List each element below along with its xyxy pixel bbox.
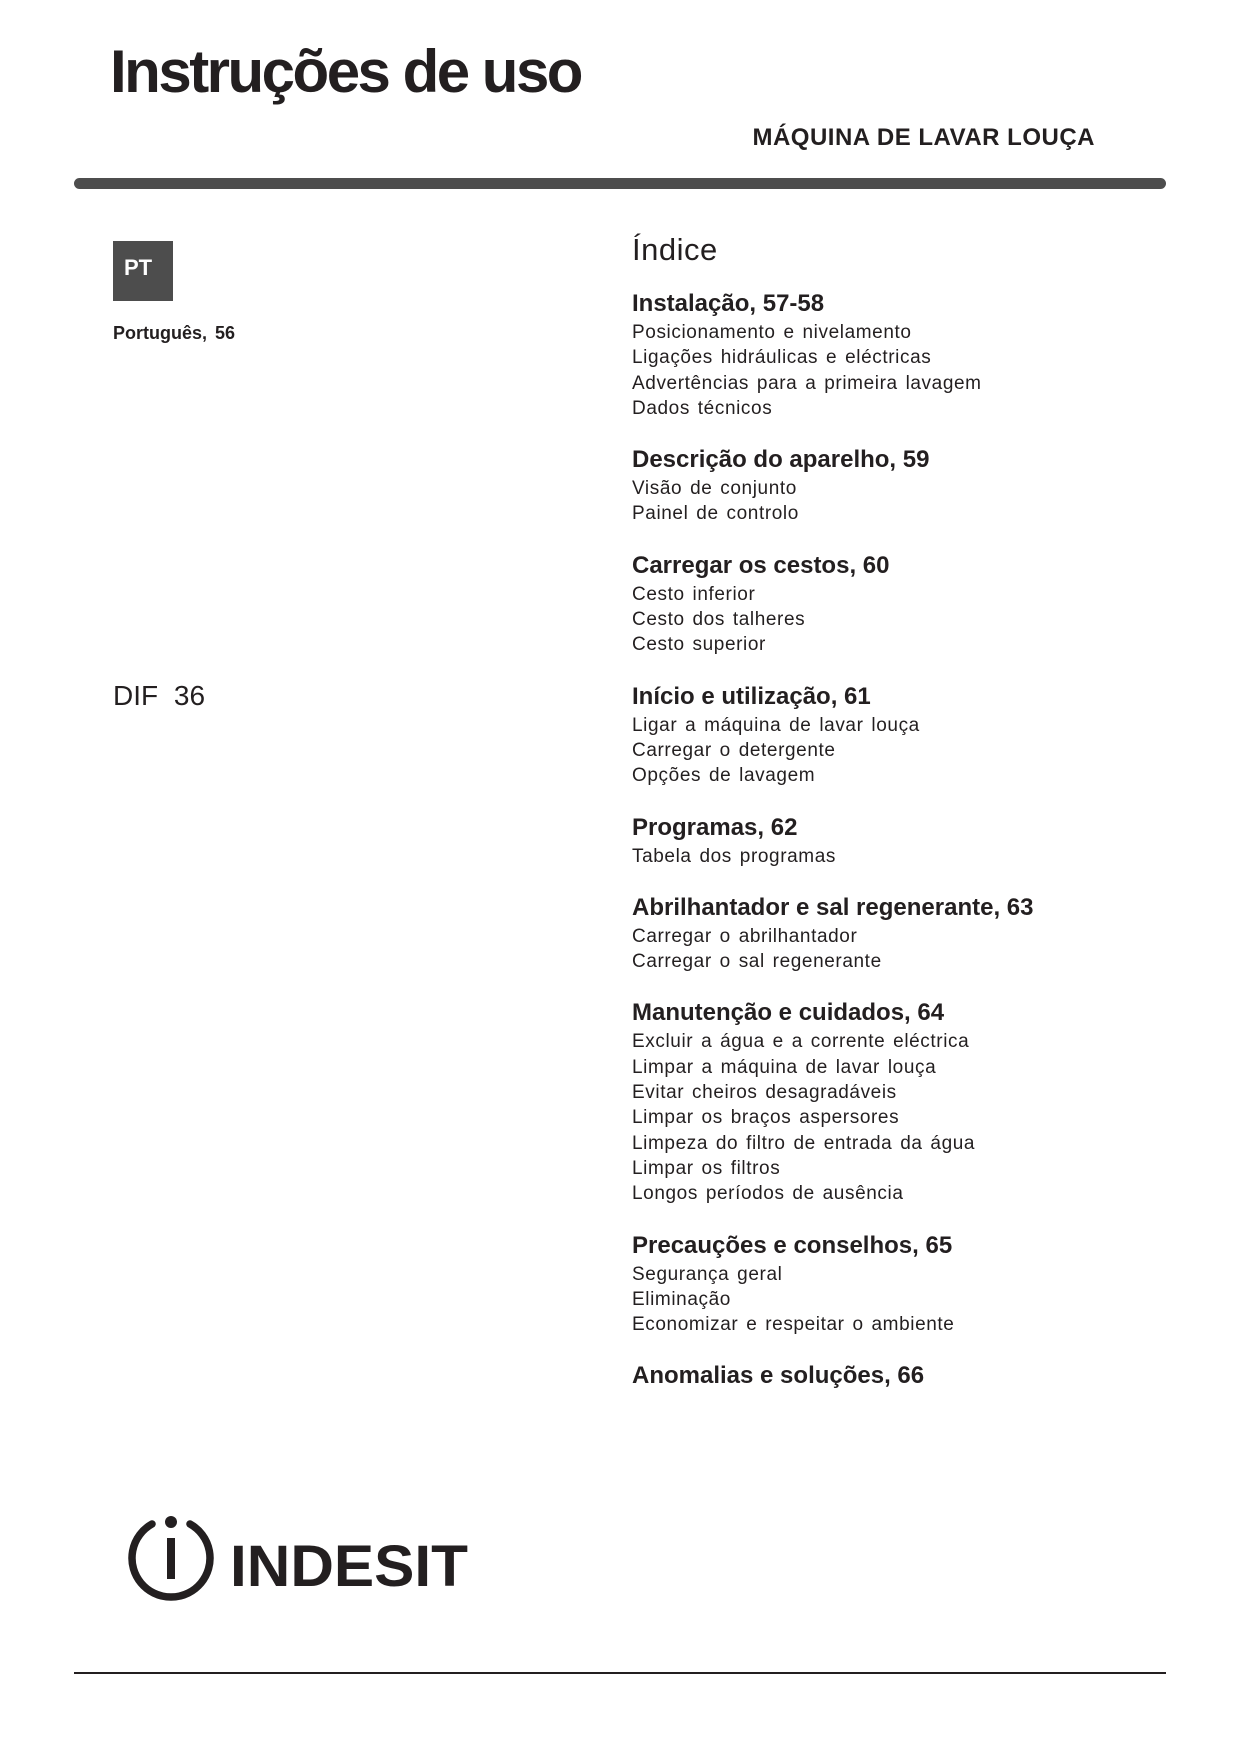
toc-section-title: Descrição do aparelho, 59 [632,446,930,474]
toc-item-list [632,320,1192,421]
toc-item: Cesto dos talheres [632,609,806,631]
toc-item: Dados técnicos [632,397,773,419]
product-type: MÁQUINA DE LAVAR LOUÇA [752,124,1095,151]
toc-item: Carregar o abrilhantador [632,925,858,947]
toc-item: Segurança geral [632,1263,783,1285]
toc-item: Advertências para a primeira lavagem [632,372,982,394]
toc-section [632,1360,1192,1392]
logo-wordmark: INDESIT [230,1534,468,1599]
toc-section-title: Anomalias e soluções, 66 [632,1362,925,1390]
toc-item: Ligar a máquina de lavar louça [632,714,920,736]
toc-item: Posicionamento e nivelamento [632,322,912,343]
toc-section-title: Instalação, 57-58 [632,290,825,317]
toc-section [632,550,1192,658]
indesit-i-circle-icon [132,1516,210,1597]
toc-item: Tabela dos programas [632,845,836,867]
toc-item: Opções de lavagem [632,765,816,787]
toc-item-list [632,1029,1192,1206]
toc-item: Carregar o detergente [632,739,836,761]
toc-section-title: Abrilhantador e sal regenerante, 63 [632,893,1034,921]
toc-section [632,1230,1192,1338]
toc-item-list [632,582,1192,658]
language-page: 56 [215,323,236,343]
model-number [113,680,205,712]
model-code: 36 [173,680,206,711]
language-badge: PT [113,241,173,301]
toc-section [632,288,1192,421]
toc-item: Longos períodos de ausência [632,1183,904,1205]
model-name: DIF [113,680,159,711]
toc-item: Carregar o sal regenerante [632,951,882,973]
toc-item-list [632,844,1192,869]
toc-heading: Índice [632,232,718,267]
toc-item: Cesto inferior [632,583,756,605]
toc-section [632,892,1192,975]
toc-item: Limpeza do filtro de entrada da água [632,1132,976,1154]
toc-item-list [632,713,1192,789]
toc-item: Limpar os braços aspersores [632,1107,900,1129]
toc-item: Painel de controlo [632,503,799,525]
toc-item: Limpar a máquina de lavar louça [632,1056,937,1078]
toc-sections [632,288,1192,1392]
toc-item: Evitar cheiros desagradáveis [632,1082,897,1104]
toc-section-title: Programas, 62 [632,813,798,841]
toc-item: Visão de conjunto [632,478,797,500]
table-of-contents [632,232,1192,1415]
page-title: Instruções de uso [110,38,581,105]
toc-section [632,444,1192,527]
footer-divider [74,1672,1166,1674]
toc-section [632,997,1192,1206]
toc-item: Ligações hidráulicas e eléctricas [632,347,932,369]
toc-section [632,681,1192,789]
header-divider [74,178,1166,189]
indesit-logo [126,1508,486,1608]
toc-section-title: Precauções e conselhos, 65 [632,1231,953,1259]
toc-item: Eliminação [632,1288,731,1310]
toc-section-title: Carregar os cestos, 60 [632,551,890,579]
toc-item-list [632,476,1192,527]
language-label: Português, [113,323,208,343]
toc-item: Cesto superior [632,634,766,656]
toc-item-list [632,924,1192,975]
toc-section-title: Início e utilização, 61 [632,682,871,710]
language-entry [113,323,235,344]
toc-section [632,812,1192,869]
toc-item-list [632,1262,1192,1338]
toc-item: Limpar os filtros [632,1157,781,1179]
toc-section-title: Manutenção e cuidados, 64 [632,999,945,1027]
toc-item: Excluir a água e a corrente eléctrica [632,1031,970,1053]
toc-item: Economizar e respeitar o ambiente [632,1314,955,1336]
